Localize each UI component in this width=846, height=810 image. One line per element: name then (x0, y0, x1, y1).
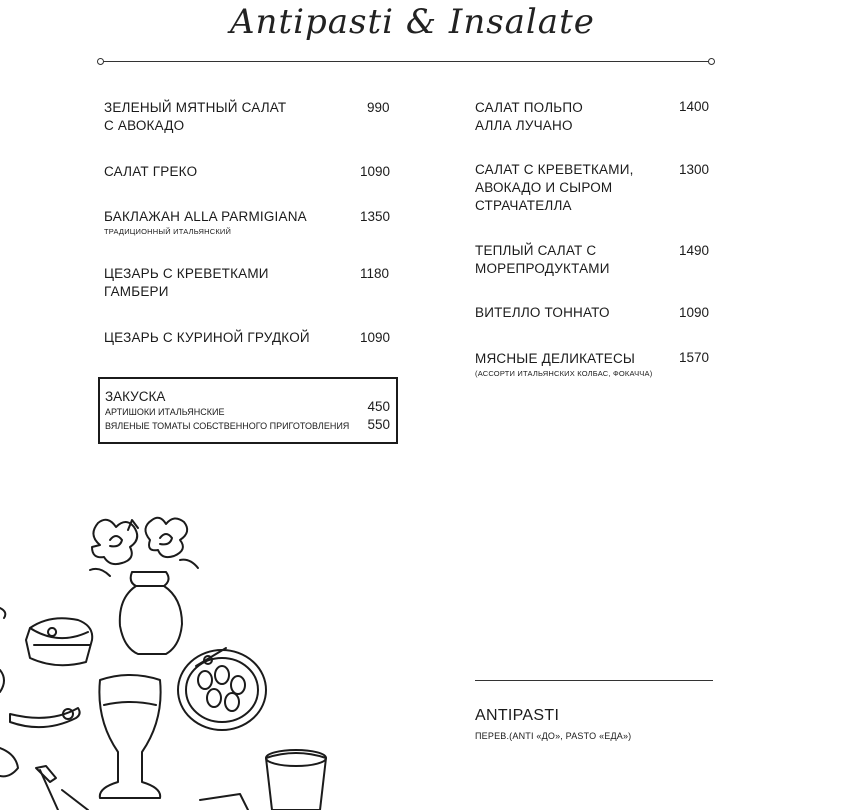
menu-item-polpo-salad (475, 99, 583, 135)
zakuska-item-artichokes: АРТИШОКИ ИТАЛЬЯНСКИЕ (105, 407, 225, 417)
zakuska-price-tomatoes: 550 (367, 417, 390, 432)
cup-icon (266, 750, 326, 810)
menu-item-name: САЛАТ С КРЕВЕТКАМИ, АВОКАДО И СЫРОМ СТРАЧАТЕЛЛА (475, 162, 634, 213)
vase-icon (120, 572, 182, 654)
menu-item-price: 1350 (360, 209, 391, 224)
menu-item-name: ЗЕЛЕНЫЙ МЯТНЫЙ САЛАТ С АВОКАДО (104, 100, 287, 133)
menu-item-price: 1090 (360, 330, 391, 345)
leaf-icon (0, 608, 5, 618)
leaf-icon (0, 748, 18, 776)
sausage-icon (10, 708, 80, 727)
menu-item-green-mint-salad (104, 99, 286, 135)
leaf-icon (0, 670, 4, 692)
olive-bowl-icon (178, 648, 266, 730)
menu-item-name: ВИТЕЛЛО ТОННАТО (475, 305, 610, 320)
bread-icon (200, 794, 248, 810)
cheese-icon (26, 618, 92, 665)
menu-item-name: САЛАТ ГРЕКО (104, 164, 198, 179)
menu-item-eggplant-parmigiana (104, 208, 307, 237)
menu-item-shrimp-avocado-salad (475, 161, 634, 215)
menu-item-name: БАКЛАЖАН ALLA PARMIGIANA (104, 209, 307, 224)
zakuska-item-tomatoes: ВЯЛЕНЫЕ ТОМАТЫ СОБСТВЕННОГО ПРИГОТОВЛЕНИЯ (105, 421, 350, 431)
menu-item-caesar-chicken (104, 329, 310, 347)
menu-item-description: (АССОРТИ ИТАЛЬЯНСКИХ КОЛБАС, ФОКАЧЧА) (475, 369, 653, 378)
fork-icon (36, 766, 58, 810)
menu-item-price: 990 (367, 100, 390, 115)
divider-right-dot (708, 58, 715, 65)
menu-item-price: 1180 (360, 266, 390, 281)
menu-item-price: 1570 (679, 350, 710, 365)
menu-item-price: 1490 (679, 243, 710, 258)
menu-item-caesar-shrimp (104, 265, 269, 301)
divider-left-dot (97, 58, 104, 65)
zakuska-box (98, 377, 398, 444)
menu-item-name: САЛАТ ПОЛЬПО АЛЛА ЛУЧАНО (475, 100, 583, 133)
menu-title: Antipasti & Insalate (230, 2, 595, 42)
menu-item-name: ЦЕЗАРЬ С КРЕВЕТКАМИ ГАМБЕРИ (104, 266, 269, 299)
footer-divider (475, 680, 713, 681)
menu-item-price: 1400 (679, 99, 710, 114)
menu-item-name: МЯСНЫЕ ДЕЛИКАТЕСЫ (475, 351, 636, 366)
plate-edge-icon (62, 790, 88, 810)
menu-item-warm-seafood-salad (475, 242, 610, 278)
menu-item-price: 1090 (360, 164, 391, 179)
wine-glass-icon (99, 675, 160, 798)
zakuska-price-artichokes: 450 (367, 399, 390, 414)
title-divider (100, 61, 712, 62)
antipasti-heading: ANTIPASTI (475, 707, 560, 724)
menu-item-price: 1090 (679, 305, 710, 320)
menu-item-name: ЦЕЗАРЬ С КУРИНОЙ ГРУДКОЙ (104, 330, 310, 345)
zakuska-title: ЗАКУСКА (105, 389, 166, 404)
flower-icon (90, 518, 198, 576)
menu-item-description: ТРАДИЦИОННЫЙ ИТАЛЬЯНСКИЙ (104, 227, 232, 236)
menu-item-meat-delicacies (475, 350, 652, 379)
menu-item-name: ТЕПЛЫЙ САЛАТ С МОРЕПРОДУКТАМИ (475, 243, 610, 276)
food-illustration (0, 500, 340, 810)
antipasti-translation: ПЕРЕВ.(ANTI «ДО», PASTO «ЕДА») (475, 731, 632, 741)
menu-item-price: 1300 (679, 162, 710, 177)
menu-item-vitello-tonnato (475, 304, 610, 322)
menu-item-greek-salad (104, 163, 197, 181)
